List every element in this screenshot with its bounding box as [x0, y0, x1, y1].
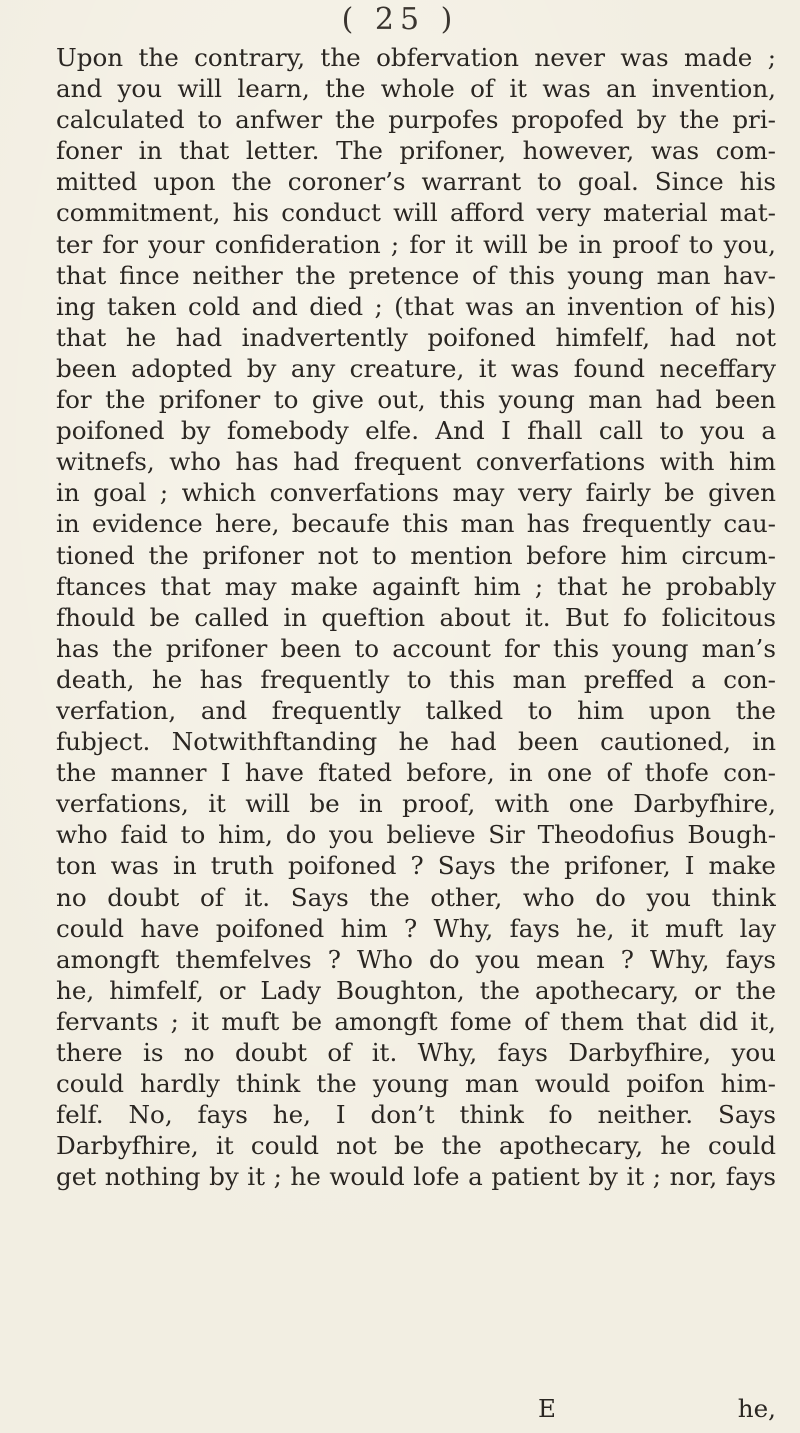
text-line: ter for your confideration ; for it will be in proof to you,: [56, 229, 776, 259]
text-line: he, himfelf, or Lady Boughton, the apothecary, or the: [56, 975, 776, 1005]
text-line: witnefs, who has had frequent converfations with him: [56, 447, 776, 477]
text-line: the manner I have ftated before, in one of thofe con-: [56, 758, 776, 788]
body-text: [56, 42, 776, 1192]
text-line: fervants ; it muft be amongft fome of them that did it,: [56, 1006, 776, 1036]
text-line: could have poifoned him ? Why, fays he, it muft lay: [56, 913, 776, 943]
text-line: verfations, it will be in proof, with one Darbyfhire,: [56, 789, 776, 819]
signature-mark: E: [538, 1394, 556, 1423]
text-line: Darbyfhire, it could not be the apothecary, he could: [56, 1131, 776, 1161]
text-line: amongft themfelves ? Who do you mean ? Why, fays: [56, 944, 776, 974]
footer-line: [56, 1393, 776, 1424]
text-line: fhould be called in queftion about it. But fo folicitous: [56, 602, 776, 632]
text-line: mitted upon the coroner’s warrant to goal. Since his: [56, 167, 776, 197]
text-line: ing taken cold and died ; (that was an invention of his): [56, 291, 776, 321]
text-line: has the prifoner been to account for this young man’s: [56, 633, 776, 663]
text-line: in goal ; which converfations may very fairly be given: [56, 478, 776, 508]
text-line: Upon the contrary, the obfervation never was made ;: [56, 43, 776, 72]
text-line: been adopted by any creature, it was found neceffary: [56, 353, 776, 383]
text-line: that he had inadvertently poifoned himfelf, had not: [56, 322, 776, 352]
text-line: calculated to anfwer the purpofes propofed by the pri-: [56, 105, 776, 135]
text-line: ton was in truth poifoned ? Says the prifoner, I make: [56, 851, 776, 881]
text-line: get nothing by it ; he would lofe a patient by it ; nor, fays: [56, 1162, 776, 1192]
text-line: ftances that may make againft him ; that he probably: [56, 571, 776, 601]
text-line: could hardly think the young man would poifon him-: [56, 1069, 776, 1099]
text-line: that fince neither the pretence of this young man hav-: [56, 260, 776, 290]
text-line: for the prifoner to give out, this young man had been: [56, 385, 776, 415]
text-line: commitment, his conduct will afford very material mat-: [56, 198, 776, 228]
text-line: and you will learn, the whole of it was an invention,: [56, 74, 776, 104]
page-number: ( 25 ): [341, 2, 459, 37]
text-line: there is no doubt of it. Why, fays Darbyfhire, you: [56, 1038, 776, 1067]
text-line: foner in that letter. The prifoner, however, was com-: [56, 136, 776, 166]
text-line: tioned the prifoner not to mention before him circum-: [56, 540, 776, 570]
text-line: no doubt of it. Says the other, who do you think: [56, 882, 776, 912]
text-line: felf. No, fays he, I don’t think fo neither. Says: [56, 1100, 776, 1130]
text-line: fubject. Notwithftanding he had been cautioned, in: [56, 727, 776, 757]
text-line: poifoned by fomebody elfe. And I fhall call to you a: [56, 416, 776, 446]
text-line: in evidence here, becaufe this man has frequently cau-: [56, 509, 776, 539]
catchword: he,: [737, 1394, 776, 1423]
text-line: death, he has frequently to this man preffed a con-: [56, 664, 776, 694]
text-line: verfation, and frequently talked to him upon the: [56, 695, 776, 725]
text-line: who faid to him, do you believe Sir Theodofius Bough-: [56, 820, 776, 850]
